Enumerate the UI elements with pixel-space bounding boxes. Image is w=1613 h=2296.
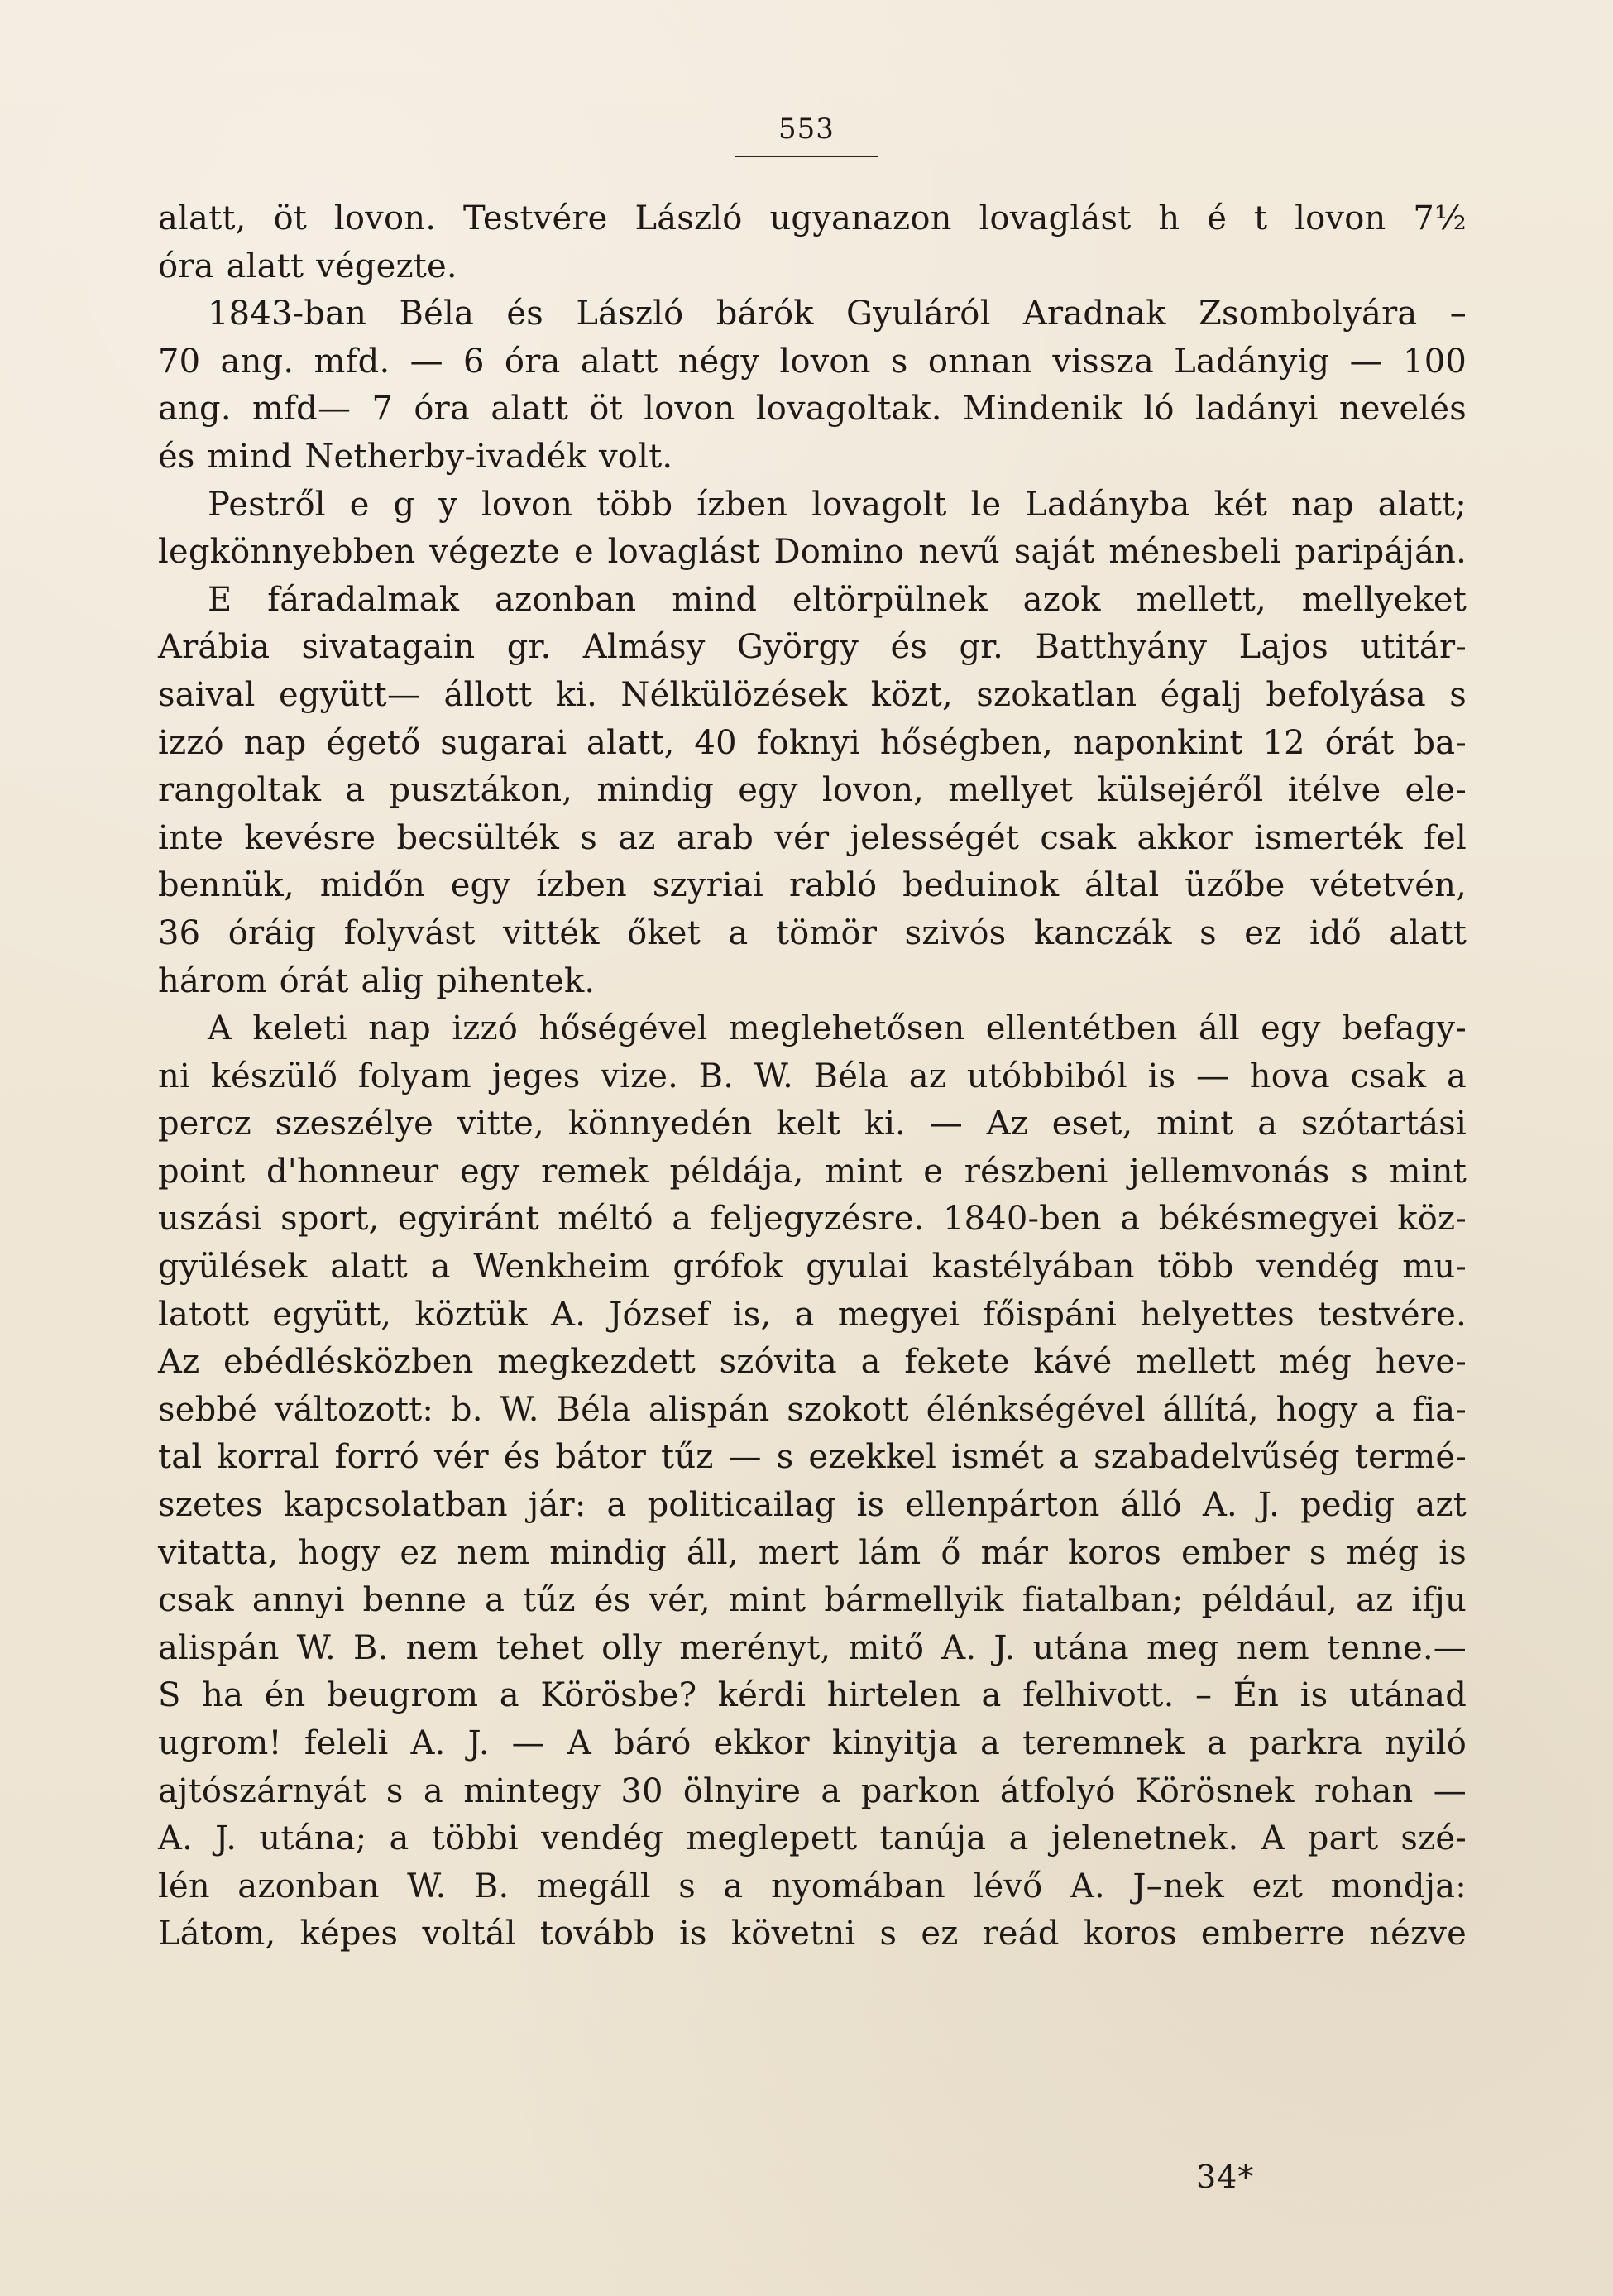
text-line-10: Arábia sivatagain gr. Almásy György és gr. Batthyány Lajos utitár-: [158, 628, 1467, 667]
text-line-34: ajtószárnyát s a mintegy 30 ölnyire a parkon átfolyó Körösnek rohan —: [158, 1771, 1467, 1810]
text-line-11: saival együtt— állott ki. Nélkülözések közt, szokatlan égalj befolyása s: [158, 675, 1467, 714]
text-line-16: 36 óráig folyvást vitték őket a tömör szivós kanczák s ez idő alatt: [158, 913, 1467, 952]
page-number: 553: [778, 113, 835, 146]
text-line-20: percz szeszélye vitte, könnyedén kelt ki. — Az eset, mint a szótartási: [158, 1105, 1467, 1143]
text-line-31: alispán W. B. nem tehet olly merényt, mitő A. J. utána meg nem tenne.—: [158, 1628, 1467, 1667]
text-line-19: ni készülő folyam jeges vize. B. W. Béla az utóbbiból is — hova csak a: [158, 1057, 1467, 1095]
text-line-18: A keleti nap izzó hőségével meglehetősen ellentétben áll egy befagy-: [208, 1009, 1467, 1048]
text-line-27: tal korral forró vér és bátor tűz — s ezekkel ismét a szabadelvűség termé-: [158, 1438, 1467, 1477]
text-line-15: bennük, midőn egy ízben szyriai rabló beduinok által üzőbe vétetvén,: [158, 866, 1467, 905]
text-line-37: Látom, képes voltál tovább is követni s ez reád koros emberre nézve: [158, 1915, 1467, 1953]
text-line-9: E fáradalmak azonban mind eltörpülnek azok mellett, mellyeket: [208, 580, 1467, 619]
text-line-22: uszási sport, egyiránt méltó a feljegyzésre. 1840-ben a békésmegyei köz-: [158, 1200, 1467, 1239]
text-line-13: rangoltak a pusztákon, mindig egy lovon, mellyet külsejéről itélve ele-: [158, 771, 1467, 810]
text-line-24: latott együtt, köztük A. József is, a megyei főispáni helyettes testvére.: [158, 1295, 1467, 1334]
text-line-23: gyülések alatt a Wenkheim grófok gyulai kastélyában több vendég mu-: [158, 1248, 1467, 1287]
body-text: [158, 195, 1467, 1958]
text-line-29: vitatta, hogy ez nem mindig áll, mert lám ő már koros ember s még is: [158, 1533, 1467, 1572]
text-line-21: point d'honneur egy remek példája, mint e részbeni jellemvonás s mint: [158, 1152, 1467, 1191]
signature-mark: 34*: [1196, 2159, 1255, 2195]
text-line-4: 70 ang. mfd. — 6 óra alatt négy lovon s onnan vissza Ladányig — 100: [158, 342, 1467, 381]
text-line-28: szetes kapcsolatban jár: a politicailag is ellenpárton álló A. J. pedig azt: [158, 1486, 1467, 1525]
page-number-rule: [735, 156, 878, 157]
text-line-32: S ha én beugrom a Körösbe? kérdi hirtelen a felhivott. – Én is utánad: [158, 1676, 1467, 1715]
text-line-1: alatt, öt lovon. Testvére László ugyanazon lovaglást h é t lovon 7½: [158, 199, 1467, 237]
text-line-6: és mind Netherby-ivadék volt.: [158, 437, 673, 476]
text-line-17: három órát alig pihentek.: [158, 961, 596, 1000]
text-line-12: izzó nap égető sugarai alatt, 40 foknyi hőségben, naponkint 12 órát ba-: [158, 723, 1467, 762]
text-line-33: ugrom! feleli A. J. — A báró ekkor kinyitja a teremnek a parkra nyiló: [158, 1724, 1467, 1762]
text-line-35: A. J. utána; a többi vendég meglepett tanúja a jelenetnek. A part szé-: [158, 1819, 1467, 1858]
text-line-5: ang. mfd— 7 óra alatt öt lovon lovagoltak. Mindenik ló ladányi nevelés: [158, 390, 1467, 429]
text-line-25: Az ebédlésközben megkezdett szóvita a fekete kávé mellett még heve-: [158, 1343, 1467, 1382]
text-line-14: inte kevésre becsülték s az arab vér jelességét csak akkor ismerték fel: [158, 818, 1467, 857]
text-line-26: sebbé változott: b. W. Béla alispán szokott élénkségével állítá, hogy a fia-: [158, 1390, 1467, 1429]
text-line-30: csak annyi benne a tűz és vér, mint bármellyik fiatalban; például, az ifju: [158, 1581, 1467, 1620]
text-line-8: legkönnyebben végezte e lovaglást Domino nevű saját ménesbeli paripáján.: [158, 533, 1467, 572]
text-line-36: lén azonban W. B. megáll s a nyomában lévő A. J–nek ezt mondja:: [158, 1867, 1467, 1905]
text-line-2: óra alatt végezte.: [158, 247, 457, 285]
text-line-7: Pestről e g y lovon több ízben lovagolt le Ladányba két nap alatt;: [208, 485, 1467, 524]
text-line-3: 1843-ban Béla és László bárók Gyuláról Aradnak Zsombolyára –: [208, 295, 1467, 333]
